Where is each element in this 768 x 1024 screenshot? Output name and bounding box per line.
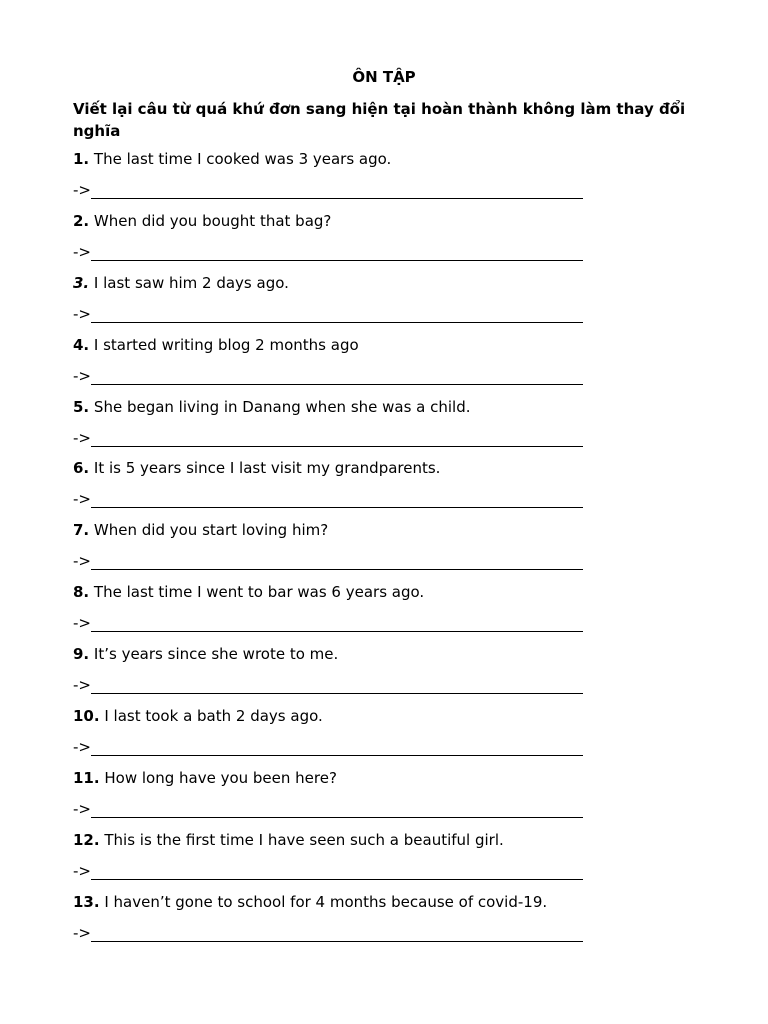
exercise-item [73,396,693,458]
exercise-item [73,272,693,334]
answer-arrow: -> [73,428,91,447]
answer-arrow: -> [73,304,91,323]
exercise-number: 6. [73,459,90,478]
exercise-text: When did you start loving him? [93,521,329,540]
exercise-number: 2. [73,211,90,230]
exercise-text: The last time I cooked was 3 years ago. [93,150,392,168]
answer-blank-line[interactable] [91,488,583,508]
answer-row [73,427,693,458]
exercise-text: This is the first time I have seen such a beautiful girl. [104,830,504,849]
instruction-heading: Viết lại câu từ quá khứ đơn sang hiện tại hoàn thành không làm thay đổi nghĩa [73,100,686,140]
exercise-item [73,210,693,272]
answer-row [73,488,693,519]
exercise-question [73,705,693,736]
answer-blank-line[interactable] [91,550,583,570]
answer-arrow: -> [73,366,91,385]
answer-blank-line[interactable] [91,179,583,199]
exercise-item [73,643,693,705]
exercise-text: I started writing blog 2 months ago [93,335,359,354]
exercise-item [73,519,693,581]
answer-row [73,550,693,581]
exercise-question [73,210,693,241]
exercise-item [73,148,693,210]
answer-arrow: -> [73,923,91,942]
exercise-text: It’s years since she wrote to me. [93,645,339,664]
answer-row [73,612,693,643]
answer-arrow: -> [73,861,91,880]
exercise-number: 4. [73,335,90,354]
exercise-item [73,457,693,519]
exercise-question [73,519,693,550]
exercise-text: She began living in Danang when she was a child. [93,397,471,416]
answer-arrow: -> [73,738,91,757]
answer-arrow: -> [73,181,91,199]
exercise-number: 13. [73,892,100,911]
exercise-question [73,829,693,860]
exercise-number: 7. [73,521,90,540]
exercise-item [73,829,693,891]
exercise-question [73,396,693,427]
answer-arrow: -> [73,676,91,695]
answer-blank-line[interactable] [91,922,583,942]
exercise-item [73,334,693,396]
exercise-text: When did you bought that bag? [93,211,332,230]
answer-arrow: -> [73,552,91,571]
exercise-number: 10. [73,707,100,726]
exercise-text: I last saw him 2 days ago. [93,273,289,292]
answer-row [73,922,693,953]
answer-blank-line[interactable] [91,612,583,632]
answer-row [73,303,693,334]
exercise-item [73,891,693,953]
exercise-item [73,705,693,767]
exercise-text: It is 5 years since I last visit my grandparents. [93,459,441,478]
exercise-question [73,891,693,922]
exercise-number: 11. [73,768,100,787]
answer-row [73,860,693,891]
answer-row [73,179,693,210]
answer-blank-line[interactable] [91,860,583,880]
exercise-number: 1. [73,150,90,168]
exercise-number: 9. [73,645,90,664]
exercise-item [73,767,693,829]
exercise-number: 3. [73,273,90,292]
answer-row [73,674,693,705]
exercise-number: 12. [73,830,100,849]
exercise-question [73,581,693,612]
answer-row [73,365,693,396]
answer-arrow: -> [73,799,91,818]
answer-blank-line[interactable] [91,303,583,323]
exercise-list [73,148,693,953]
exercise-text: I last took a bath 2 days ago. [104,707,323,726]
exercise-number: 8. [73,583,90,602]
exercise-question [73,767,693,798]
exercise-question [73,643,693,674]
exercise-question [73,457,693,488]
answer-row [73,736,693,767]
answer-row [73,241,693,272]
answer-blank-line[interactable] [91,736,583,756]
exercise-question [73,148,693,179]
exercise-question [73,334,693,365]
answer-blank-line[interactable] [91,365,583,385]
answer-arrow: -> [73,242,91,261]
exercise-text: How long have you been here? [104,768,337,787]
exercise-text: I haven’t gone to school for 4 months because of covid-19. [104,892,548,911]
answer-blank-line[interactable] [91,798,583,818]
page-title: ÔN TẬP [352,68,416,86]
answer-blank-line[interactable] [91,427,583,447]
answer-blank-line[interactable] [91,241,583,261]
exercise-item [73,581,693,643]
answer-arrow: -> [73,614,91,633]
answer-arrow: -> [73,490,91,509]
exercise-text: The last time I went to bar was 6 years ago. [93,583,425,602]
exercise-question [73,272,693,303]
exercise-number: 5. [73,397,90,416]
answer-blank-line[interactable] [91,674,583,694]
answer-row [73,798,693,829]
